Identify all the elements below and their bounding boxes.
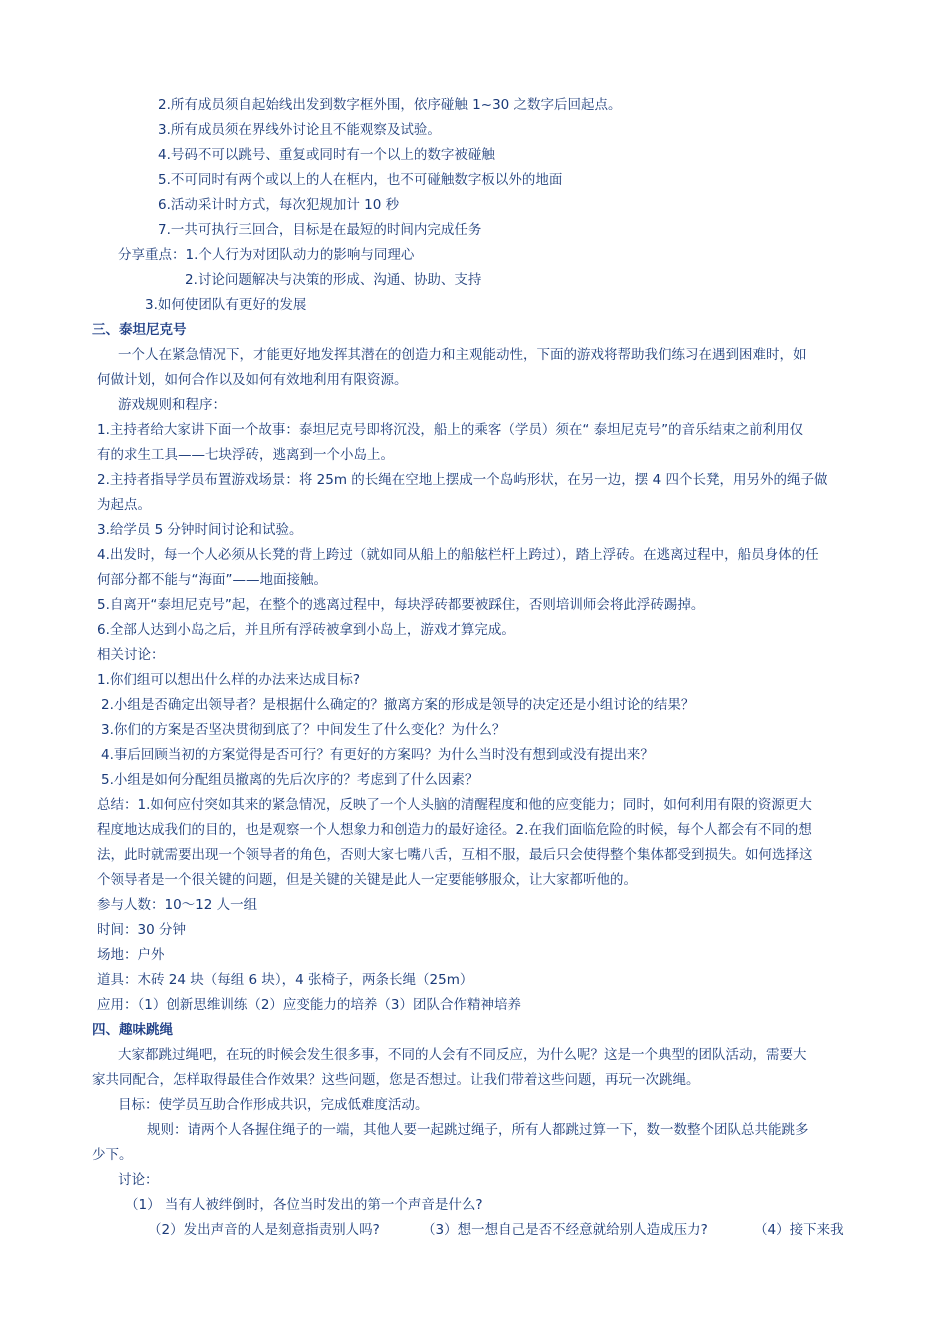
jump-rope-question-3: （3）想一想自己是否不经意就给别人造成压力? xyxy=(422,1222,708,1238)
titanic-question: 2.小组是否确定出领导者？是根据什么确定的？撤离方案的形成是领导的决定还是小组讨论的结果？ xyxy=(101,697,695,713)
titanic-question: 4.事后回顾当初的方案觉得是否可行？有更好的方案吗？为什么当时没有想到或没有提出来？ xyxy=(101,747,654,763)
jump-rope-intro-line: 家共同配合，怎样取得最佳合作效果？这些问题，您是否想过。让我们带着这些问题，再玩一次跳绳。 xyxy=(92,1072,700,1088)
titanic-participants: 参与人数：10～12 人一组 xyxy=(97,897,258,913)
rule-4: 4.号码不可以跳号、重复或同时有一个以上的数字被碰触 xyxy=(158,147,495,163)
jump-rope-question-4: （4）接下来我 xyxy=(754,1222,844,1238)
jump-rope-intro-line: 大家都跳过绳吧，在玩的时候会发生很多事，不同的人会有不同反应，为什么呢？这是一个典型的团队活动，需要大 xyxy=(118,1047,807,1063)
titanic-intro-line: 何做计划，如何合作以及如何有效地利用有限资源。 xyxy=(97,372,408,388)
titanic-venue: 场地：户外 xyxy=(97,947,165,963)
titanic-application: 应用：（1）创新思维训练（2）应变能力的培养（3）团队合作精神培养 xyxy=(97,997,522,1013)
titanic-step-line: 有的求生工具——七块浮砖，逃离到一个小岛上。 xyxy=(97,447,394,463)
jump-rope-rule-line: 规则：请两个人各握住绳子的一端，其他人要一起跳过绳子，所有人都跳过算一下，数一数整个团队总共能跳多 xyxy=(147,1122,809,1138)
titanic-step-line: 何部分都不能与“海面”——地面接触。 xyxy=(97,572,327,588)
titanic-summary-line: 总结：1.如何应付突如其来的紧急情况，反映了一个人头脑的清醒程度和他的应变能力；同时，如何利用有限的资源更大 xyxy=(97,797,812,813)
jump-rope-goal: 目标：使学员互助合作形成共识，完成低难度活动。 xyxy=(118,1097,429,1113)
jump-rope-question-1: （1） 当有人被绊倒时，各位当时发出的第一个声音是什么? xyxy=(125,1197,483,1213)
titanic-step-line: 4.出发时，每一个人必须从长凳的背上跨过（就如同从船上的船舷栏杆上跨过），踏上浮砖。在逃离过程中，船员身体的任 xyxy=(97,547,819,563)
section-heading-jump-rope: 四、趣味跳绳 xyxy=(92,1022,173,1038)
share-point-3: 3.如何使团队有更好的发展 xyxy=(145,297,307,313)
titanic-step-line: 3.给学员 5 分钟时间讨论和试验。 xyxy=(97,522,303,538)
titanic-discuss-label: 相关讨论： xyxy=(97,647,165,663)
jump-rope-discuss-label: 讨论： xyxy=(118,1172,159,1188)
rule-3: 3.所有成员须在界线外讨论且不能观察及试验。 xyxy=(158,122,441,138)
titanic-step-line: 1.主持者给大家讲下面一个故事：泰坦尼克号即将沉没，船上的乘客（学员）须在“ 泰坦尼克号”的音乐结束之前利用仅 xyxy=(97,422,804,438)
titanic-summary-line: 个领导者是一个很关键的问题，但是关键的关键是此人一定要能够服众，让大家都听他的。 xyxy=(97,872,637,888)
titanic-step-line: 为起点。 xyxy=(97,497,151,513)
titanic-props: 道具：木砖 24 块（每组 6 块），4 张椅子，两条长绳（25m） xyxy=(97,972,474,988)
titanic-question: 5.小组是如何分配组员撤离的先后次序的？考虑到了什么因素？ xyxy=(101,772,479,788)
rule-5: 5.不可同时有两个或以上的人在框内，也不可碰触数字板以外的地面 xyxy=(158,172,563,188)
jump-rope-rule-line: 少下。 xyxy=(92,1147,133,1163)
titanic-step-line: 6.全部人达到小岛之后，并且所有浮砖被拿到小岛上，游戏才算完成。 xyxy=(97,622,515,638)
titanic-time: 时间：30 分钟 xyxy=(97,922,186,938)
titanic-step-line: 2.主持者指导学员布置游戏场景：将 25m 的长绳在空地上摆成一个岛屿形状，在另一边，摆 4 四个长凳，用另外的绳子做 xyxy=(97,472,828,488)
rule-2: 2.所有成员须自起始线出发到数字框外围，依序碰触 1~30 之数字后回起点。 xyxy=(158,97,622,113)
titanic-summary-line: 法，此时就需要出现一个领导者的角色，否则大家七嘴八舌，互相不服，最后只会使得整个集体都受到损失。如何选择这 xyxy=(97,847,813,863)
titanic-summary-line: 程度地达成我们的目的，也是观察一个人想象力和创造力的最好途径。2.在我们面临危险的时候，每个人都会有不同的想 xyxy=(97,822,812,838)
rule-6: 6.活动采计时方式，每次犯规加计 10 秒 xyxy=(158,197,400,213)
share-point-2: 2.讨论问题解决与决策的形成、沟通、协助、支持 xyxy=(185,272,482,288)
section-heading-titanic: 三、泰坦尼克号 xyxy=(92,322,187,338)
titanic-question: 3.你们的方案是否坚决贯彻到底了？中间发生了什么变化？为什么？ xyxy=(101,722,506,738)
jump-rope-question-2: （2）发出声音的人是刻意指责别人吗? xyxy=(148,1222,380,1238)
titanic-step-line: 5.自离开“泰坦尼克号”起，在整个的逃离过程中，每块浮砖都要被踩住，否则培训师会将此浮砖踢掉。 xyxy=(97,597,705,613)
titanic-intro-line: 一个人在紧急情况下，才能更好地发挥其潜在的创造力和主观能动性，下面的游戏将帮助我们练习在遇到困难时，如 xyxy=(118,347,807,363)
rule-7: 7.一共可执行三回合，目标是在最短的时间内完成任务 xyxy=(158,222,482,238)
titanic-rules-label: 游戏规则和程序： xyxy=(118,397,226,413)
titanic-question: 1.你们组可以想出什么样的办法来达成目标? xyxy=(97,672,361,688)
share-point-1: 分享重点：1.个人行为对团队动力的影响与同理心 xyxy=(118,247,415,263)
